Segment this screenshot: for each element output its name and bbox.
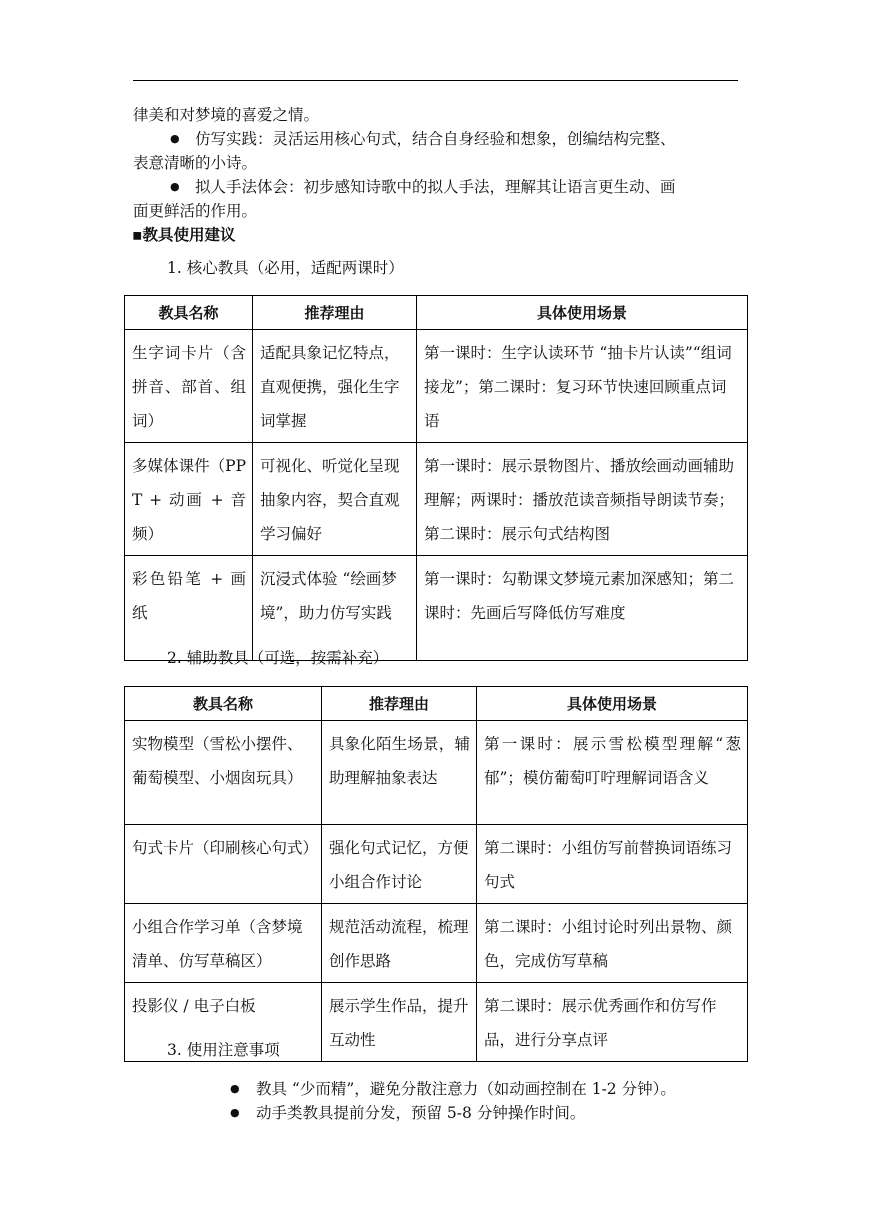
header-cell: 推荐理由 [322,687,477,721]
goal-item-imitation-line2: 表意清晰的小诗。 [133,154,258,172]
scene-cell: 第一课时：生字认读环节 “抽卡片认读”“组词接龙”；第二课时：复习环节快速回顾重点词语 [417,330,748,443]
table-row [125,904,748,983]
scene-cell: 第二课时：展示优秀画作和仿写作品，进行分享点评 [477,983,748,1062]
reason-cell: 适配具象记忆特点，直观便携，强化生字词掌握 [253,330,417,443]
tool-name-cell: 小组合作学习单（含梦境清单、仿写草稿区） [125,904,322,983]
bullet-dot: ● [230,1082,240,1095]
table-row [125,330,748,443]
section-title: ▪教具使用建议 [132,226,236,244]
bullet-dot: ● [230,1106,240,1119]
header-cell: 教具名称 [125,687,322,721]
scene-cell: 第一课时：勾勒课文梦境元素加深感知；第二课时：先画后写降低仿写难度 [417,556,748,661]
header-cell: 教具名称 [125,296,253,330]
scene-cell: 第二课时：小组讨论时列出景物、颜色，完成仿写草稿 [477,904,748,983]
header-rule [133,80,738,81]
tool-name-cell: 实物模型（雪松小摆件、葡萄模型、小烟囱玩具） [125,721,322,825]
goal-item-personification-line1: 拟人手法体会：初步感知诗歌中的拟人手法，理解其让语言更生动、画 [195,178,676,196]
goal-item-personification-line2: 面更鲜活的作用。 [133,202,258,220]
table-row [125,556,748,661]
header-cell: 具体使用场景 [477,687,748,721]
reason-cell: 规范活动流程，梳理创作思路 [322,904,477,983]
aux-tools-table [124,686,748,1062]
header-cell: 推荐理由 [253,296,417,330]
note-item: 动手类教具提前分发，预留 5-8 分钟操作时间。 [256,1104,586,1122]
tool-name-cell: 彩色铅笔 + 画纸 [125,556,253,661]
aux-tools-title: 2. 辅助教具（可选，按需补充） [167,649,389,667]
scene-cell: 第一课时：展示景物图片、播放绘画动画辅助理解；两课时：播放范读音频指导朗读节奏；第二课时：展示句式结构图 [417,443,748,556]
tool-name-cell: 多媒体课件（PPT + 动画 + 音频） [125,443,253,556]
reason-cell: 展示学生作品，提升互动性 [322,983,477,1062]
notes-title: 3. 使用注意事项 [167,1041,280,1059]
tool-name-cell: 生字词卡片（含拼音、部首、组词） [125,330,253,443]
header-cell: 具体使用场景 [417,296,748,330]
bullet-dot: ● [170,180,180,193]
reason-cell: 强化句式记忆，方便小组合作讨论 [322,825,477,904]
scene-cell: 第一课时：展示雪松模型理解“葱郁”；模仿葡萄叮咛理解词语含义 [477,721,748,825]
core-tools-title: 1. 核心教具（必用，适配两课时） [167,259,404,277]
tool-name-cell: 投影仪 / 电子白板 [125,983,322,1062]
goal-item-imitation-line1: 仿写实践：灵活运用核心句式，结合自身经验和想象，创编结构完整、 [195,130,676,148]
core-tools-table [124,295,748,661]
reason-cell: 沉浸式体验 “绘画梦境”，助力仿写实践 [253,556,417,661]
table-header-row [125,296,748,330]
bullet-dot: ● [170,132,180,145]
reason-cell: 具象化陌生场景，辅助理解抽象表达 [322,721,477,825]
reason-cell: 可视化、听觉化呈现抽象内容，契合直观学习偏好 [253,443,417,556]
tool-name-cell: 句式卡片（印刷核心句式） [125,825,322,904]
table-row [125,825,748,904]
scene-cell: 第二课时：小组仿写前替换词语练习句式 [477,825,748,904]
table-row [125,721,748,825]
table-row [125,443,748,556]
note-item: 教具 “少而精”，避免分散注意力（如动画控制在 1-2 分钟）。 [256,1080,676,1098]
intro-line: 律美和对梦境的喜爱之情。 [133,106,320,124]
table-header-row [125,687,748,721]
